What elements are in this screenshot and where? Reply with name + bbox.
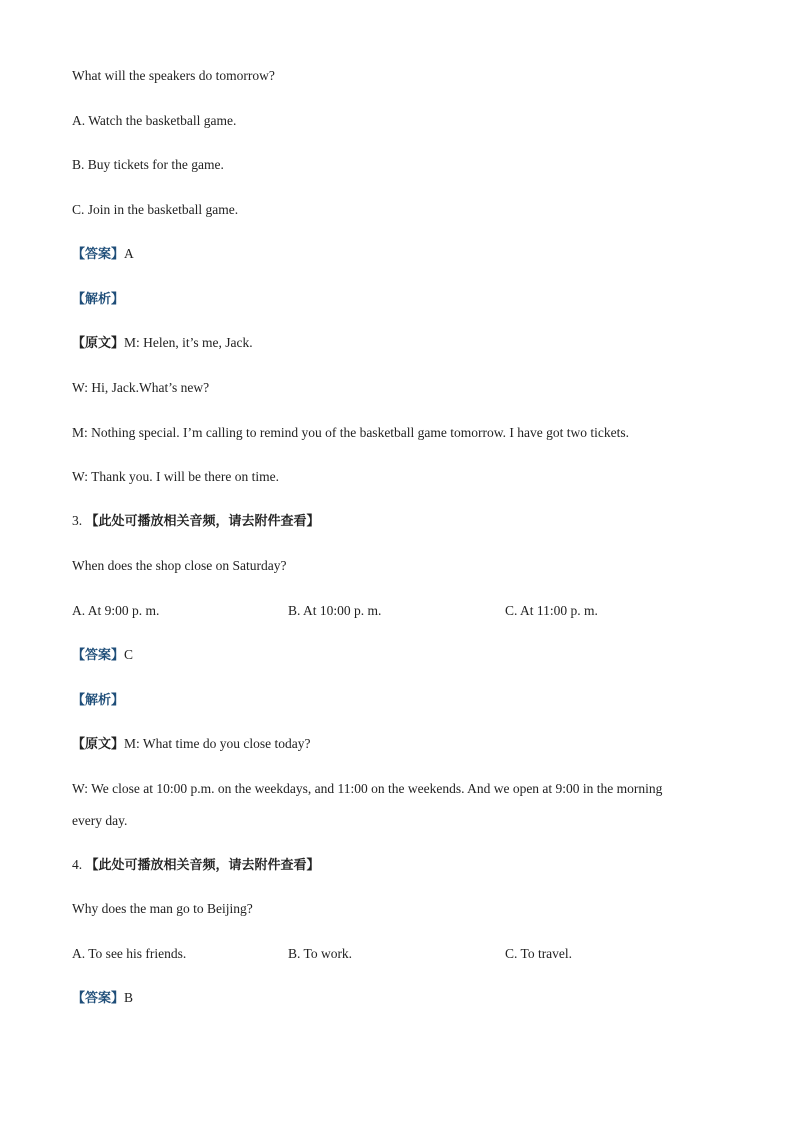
question-text: What will the speakers do tomorrow? bbox=[72, 68, 275, 83]
audio-note: 【此处可播放相关音频，请去附件查看】 bbox=[85, 858, 320, 873]
option-a: A. To see his friends. bbox=[72, 946, 187, 961]
question-header bbox=[72, 857, 320, 874]
transcript-line: W: Hi, Jack.What’s new? bbox=[72, 380, 210, 395]
analysis-row bbox=[72, 692, 124, 709]
question-number: 3. bbox=[72, 513, 83, 528]
option-c: C. To travel. bbox=[505, 946, 573, 961]
transcript-line: M: Nothing special. I’m calling to remind you of the basketball game tomorrow. I have got two tickets. bbox=[72, 425, 629, 440]
analysis-row bbox=[72, 291, 124, 308]
answer-row bbox=[72, 246, 134, 263]
analysis-label: 【解析】 bbox=[72, 292, 125, 307]
option-b: B. To work. bbox=[288, 946, 353, 961]
transcript-line: W: We close at 10:00 p.m. on the weekdays, and 11:00 on the weekends. And we open at 9:00 in the morning bbox=[72, 781, 663, 796]
question-text: When does the shop close on Saturday? bbox=[72, 558, 287, 573]
question-header bbox=[72, 513, 320, 530]
transcript-line bbox=[72, 736, 310, 753]
audio-note: 【此处可播放相关音频，请去附件查看】 bbox=[85, 514, 320, 529]
answer-row bbox=[72, 990, 133, 1007]
transcript-label: 【原文】 bbox=[72, 336, 125, 351]
transcript-line bbox=[72, 335, 253, 352]
answer-label: 【答案】 bbox=[72, 648, 125, 663]
transcript-line: every day. bbox=[72, 813, 128, 828]
answer-value: C bbox=[124, 647, 134, 662]
question-text: Why does the man go to Beijing? bbox=[72, 901, 253, 916]
answer-label: 【答案】 bbox=[72, 991, 125, 1006]
answer-row bbox=[72, 647, 133, 664]
transcript-label: 【原文】 bbox=[72, 737, 125, 752]
option-b: B. At 10:00 p. m. bbox=[288, 603, 382, 618]
option-a: A. At 9:00 p. m. bbox=[72, 603, 160, 618]
question-number: 4. bbox=[72, 857, 83, 872]
answer-label: 【答案】 bbox=[72, 247, 125, 262]
transcript-line: W: Thank you. I will be there on time. bbox=[72, 469, 279, 484]
option-a: A. Watch the basketball game. bbox=[72, 113, 237, 128]
transcript-text: M: Helen, it’s me, Jack. bbox=[124, 335, 253, 350]
transcript-text: M: What time do you close today? bbox=[124, 736, 311, 751]
answer-value: A bbox=[124, 246, 134, 261]
analysis-label: 【解析】 bbox=[72, 693, 125, 708]
option-c: C. At 11:00 p. m. bbox=[505, 603, 598, 618]
option-b: B. Buy tickets for the game. bbox=[72, 157, 224, 172]
answer-value: B bbox=[124, 990, 134, 1005]
option-c: C. Join in the basketball game. bbox=[72, 202, 239, 217]
